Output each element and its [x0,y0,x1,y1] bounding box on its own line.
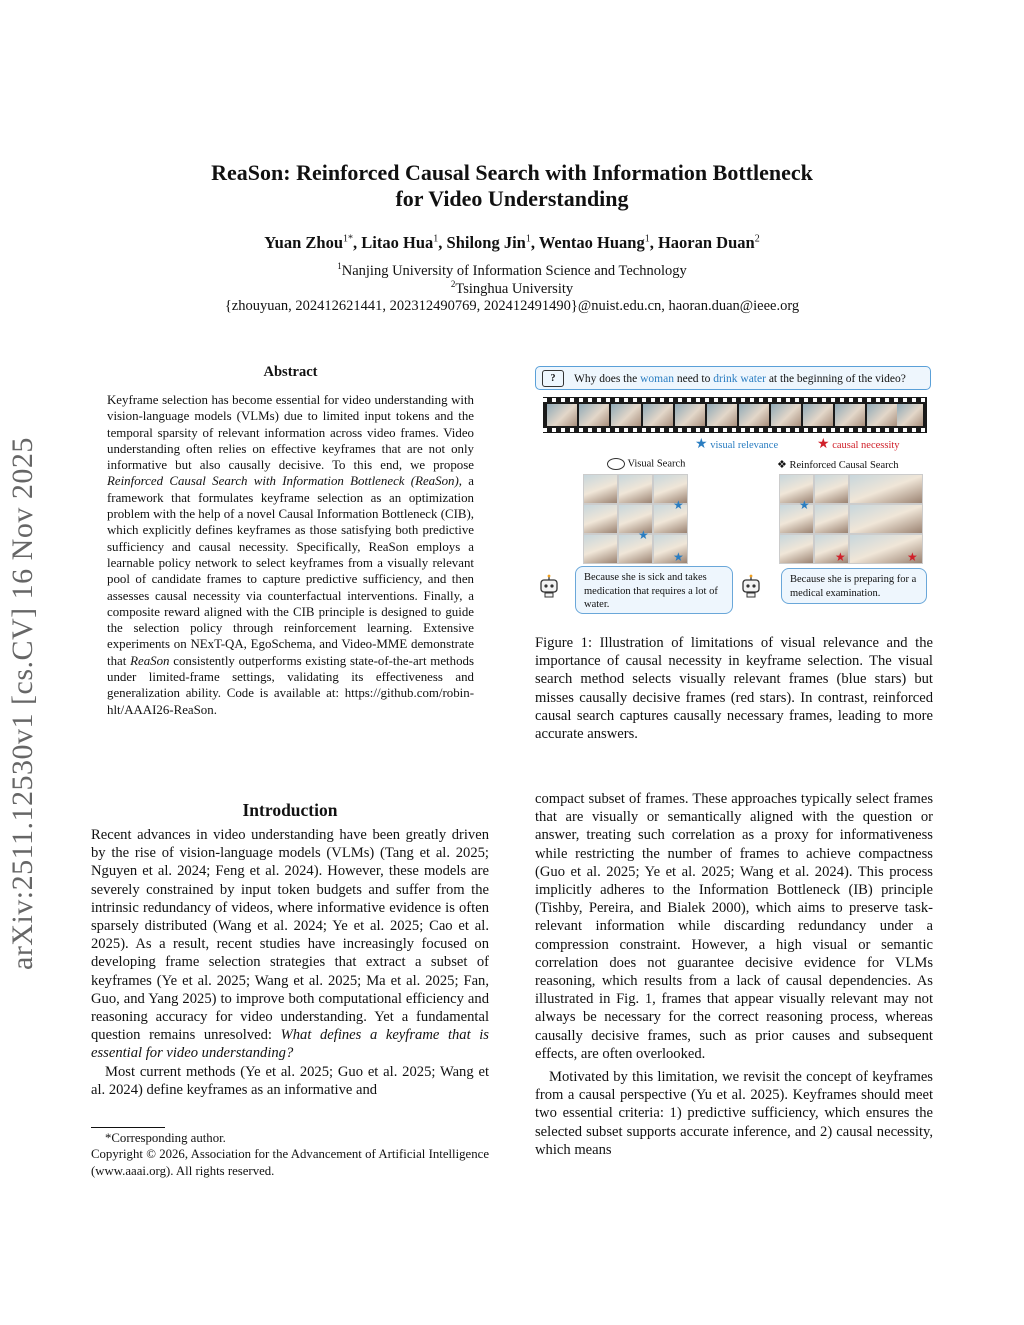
footnote-rule [91,1127,165,1128]
legend-causal-necessity [817,436,900,453]
corresponding-note: *Corresponding author. [105,1131,226,1145]
video-frame [675,404,705,426]
selected-frame [583,534,618,564]
figure-caption: Figure 1: Illustration of limitations of visual relevance and the importance of causal necessity in keyframe selection. The visual search method selects visually relevant frames (blue stars) but misses causally decisive frames (red stars). In contrast, reinforced causal search captures causally necessary frames, leading to more accurate answers. [535,635,933,743]
footnote [91,1130,489,1179]
panel-label-text: Reinforced Causal Search [789,460,899,471]
video-frame [867,404,897,426]
copyright-note: Copyright © 2026, Association for the Advancement of Artificial Intelligence (www.aaai.org). All rights reserved. [91,1147,489,1178]
video-frame [579,404,609,426]
paper-title [0,160,1024,212]
robot-icon [741,574,761,598]
red-star-icon: ★ [907,550,918,564]
blue-star-icon: ★ [695,437,708,452]
network-icon: ❖ [777,459,787,471]
arxiv-identifier: arXiv:2511.12530v1 [cs.CV] 16 Nov 2025 [6,437,39,970]
method-name: Reinforced Causal Search with Information Bottleneck (ReaSon) [107,474,459,489]
author-name: Yuan Zhou [264,233,344,252]
intro-paragraph-2: Most current methods (Ye et al. 2025; Guo et al. 2025; Wang et al. 2024) define keyframes as an informative and [91,1063,489,1098]
affiliation-text: Nanjing University of Information Science and Technology [341,262,687,279]
panel-label-text: Visual Search [627,458,686,470]
question-highlight: drink water [713,373,766,385]
author-sup: 1 [433,233,439,245]
introduction-heading: Introduction [242,800,338,820]
video-frame [739,404,769,426]
method-short-name: ReaSon [130,653,170,668]
affiliation-text: Tsinghua University [455,280,574,297]
question-highlight: woman [640,373,674,385]
video-frame [771,404,801,426]
author-name: Haoran Duan [657,233,755,252]
blue-star-icon: ★ [673,498,684,512]
question-text: Why does the [574,373,641,385]
blue-star-icon: ★ [638,528,649,542]
abstract-text: , a framework that formulates keyframe selection as an optimization problem with the help of a novel Causal Information Bottleneck (CIB), which explicitly defines keyframes as those satisfying both predictive sufficiency and causal necessity. Specifically, ReaSon employs a learnable policy network to select keyframes from a visually relevant pool of candidate frames to capture predictive sufficiency, and then assesses causal necessity via counterfactual interventions. Finally, a composite reward aligned with the CIB principle is designed to guide the selection policy through reinforcement learning. Extensive experiments on NExT-QA, EgoSchema, and Video-MME demonstrate that [107,474,474,668]
author-sup: 1* [343,233,354,245]
author-sup: 2 [754,233,760,245]
video-frame [611,404,641,426]
question-text: at the beginning of the video? [765,373,906,385]
abstract-text: consistently outperforms existing state-of-the-art methods under limited-frame settings, validating its effectiveness and generalization ability. Code is available at: https://github.com/robin-hlt/AAAI26-ReaSon. [107,653,474,717]
author-list: Yuan Zhou$^{1*}$, Litao Hua$^1$, Shilong Jin$^1$, Wentao Huang$^1$, Haoran Duan$^2$ [264,233,760,252]
author-emails: {zhouyuan, 202412621441, 202312490769, 202412491490}@nuist.edu.cn, haoran.duan@ieee.org [224,298,800,314]
body-paragraph: compact subset of frames. These approaches typically select frames that are visually or semantically aligned with the question or answer, treating such correlation as a proxy for informativeness while restricting the number of frames to achieve compactness (Guo et al. 2025; Ye et al. 2025; Wang et al. 2024). This process implicitly adheres to the Information Bottleneck (IB) principle (Tishby, Pereira, and Bialek 2000), which aims to preserve task-relevant information while discarding redundancy under a compression constraint. However, a high visual or semantic correlation does not guarantee decisive evidence for VLMs reasoning, which results from a lack of causal dependencies. As illustrated in Fig. 1, frames that appear visually relevant may not always be necessary for the correct reasoning process, whereas causally decisive frames, such as prior causes and subsequent effects, are often overlooked. [535,791,933,1062]
affiliation-sup: 2 [450,279,456,289]
video-frame [643,404,673,426]
affiliation-1 [0,261,1024,280]
title-line-1: ReaSon: Reinforced Causal Search with Information Bottleneck [211,160,813,185]
robot-icon [539,574,559,598]
question-box [535,366,931,390]
video-frame [707,404,737,426]
film-holes-top [543,398,927,402]
blue-star-icon: ★ [799,498,810,512]
body-paragraph: Motivated by this limitation, we revisit the concept of keyframes from a causal perspective (Yu et al. 2025). Keyframes should meet two essential criteria: 1) predictive sufficiency, which ensures the selected subset supports accurate inference, and 2) causal necessity, which means [535,1069,933,1158]
affiliation-2 [0,279,1024,298]
selected-frame [779,534,814,564]
figure-1 [535,362,935,624]
blue-star-icon: ★ [673,550,684,564]
abstract-heading: Abstract [263,364,318,380]
red-star-icon: ★ [817,437,830,452]
film-holes-bottom [543,428,927,432]
question-text: need to [673,373,714,385]
video-frame [897,404,923,426]
panel-label-causal-search [777,458,899,471]
selected-frame [814,474,849,504]
legend-label: causal necessity [832,440,900,451]
author-name: Litao Hua [361,233,434,252]
selected-frame [814,504,849,534]
author-name: Shilong Jin [446,233,526,252]
video-frame [547,404,577,426]
answer-bubble-causal-search: Because she is preparing for a medical examination. [781,568,927,604]
selected-frame [583,474,618,504]
author-sup: 1 [644,233,650,245]
question-icon: ? [542,370,564,387]
intro-question: What defines a keyframe that is essential for video understanding? [91,1027,489,1062]
right-column-body [535,790,933,1159]
selected-frame [849,474,923,504]
panel-label-visual-search [607,458,685,470]
author-sup: 1 [525,233,531,245]
selected-frame [849,504,923,534]
answer-bubble-visual-search: Because she is sick and takes medication that requires a lot of water. [575,566,733,614]
video-frame [803,404,833,426]
author-name: Wentao Huang [538,233,645,252]
affiliation-sup: 1 [337,261,342,271]
legend-visual-relevance [695,436,778,453]
abstract-text: Keyframe selection has become essential for video understanding with vision-language models (VLMs) due to limited input tokens and the temporal sparsity of relevant information across video frames. Video understanding often relies on effective keyframes that are not only informative but also causally decisive. To this end, we propose [107,393,474,473]
selected-frame [618,474,653,504]
intro-paragraph-1: Recent advances in video understanding have been greatly driven by the rise of vision-language models (VLMs) (Tang et al. 2025; Nguyen et al. 2024; Feng et al. 2024). However, these models are severely constrained by input token budgets and suffer from the intrinsic redundancy of videos, where informative evidence is often sparsely distributed (Wang et al. 2024; Ye et al. 2025; Cao et al. 2025). As a result, recent studies have increasingly focused on developing frame selection strategies that extract a subset of keyframes (Ye et al. 2025; Wang et al. 2025; Ma et al. 2025; Fan, Guo, and Yang 2025) to improve both computational efficiency and reasoning accuracy for video understanding. Yet a fundamental question remains unresolved: [91,827,489,1044]
abstract-body [107,392,474,718]
selected-frame [583,504,618,534]
title-line-2: for Video Understanding [395,186,629,211]
video-filmstrip [543,397,927,433]
eye-icon [607,458,625,470]
red-star-icon: ★ [835,550,846,564]
introduction-body [91,826,489,1099]
video-frame [835,404,865,426]
legend-label: visual relevance [710,440,779,451]
